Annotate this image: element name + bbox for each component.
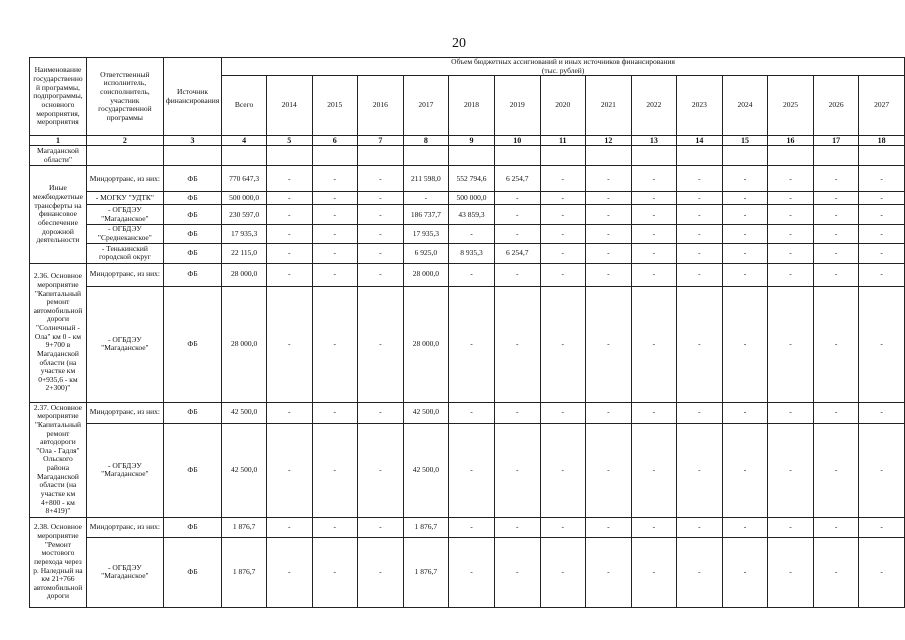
year-value-2014: - bbox=[266, 225, 312, 243]
year-value-2017: 28 000,0 bbox=[403, 263, 449, 286]
year-value-2022: - bbox=[631, 402, 677, 423]
year-value-2021: - bbox=[586, 423, 632, 517]
total-value: 42 500,0 bbox=[222, 423, 267, 517]
year-value-2022: - bbox=[631, 286, 677, 402]
year-value-2025: - bbox=[768, 243, 814, 263]
header-year-2025: 2025 bbox=[768, 76, 814, 136]
year-value-2022: - bbox=[631, 537, 677, 607]
year-value-2022: - bbox=[631, 243, 677, 263]
year-value-2022: - bbox=[631, 225, 677, 243]
year-value-2021: - bbox=[586, 286, 632, 402]
column-number: 17 bbox=[813, 136, 859, 146]
year-value-2017: 42 500,0 bbox=[403, 402, 449, 423]
table-row bbox=[30, 146, 905, 166]
year-value-2027: - bbox=[859, 166, 905, 192]
year-value-2027: - bbox=[859, 423, 905, 517]
year-value-2017: 6 925,0 bbox=[403, 243, 449, 263]
year-value-2017: 42 500,0 bbox=[403, 423, 449, 517]
funding-source: ФБ bbox=[163, 205, 221, 225]
year-value-2019: - bbox=[494, 517, 540, 537]
column-number: 1 bbox=[30, 136, 87, 146]
header-year-2019: 2019 bbox=[494, 76, 540, 136]
year-value-2025: - bbox=[768, 402, 814, 423]
year-value-2016: - bbox=[358, 225, 404, 243]
column-numbers-row bbox=[30, 136, 905, 146]
year-value-2025: - bbox=[768, 537, 814, 607]
column-number: 7 bbox=[358, 136, 404, 146]
responsible-executor: - МОГКУ "УДТК" bbox=[86, 192, 163, 205]
year-value-2015: - bbox=[312, 225, 358, 243]
table-row bbox=[30, 517, 905, 537]
funding-source: ФБ bbox=[163, 517, 221, 537]
year-value-2025: - bbox=[768, 286, 814, 402]
responsible-executor: - ОГБДЭУ "Среднеканское" bbox=[86, 225, 163, 243]
empty-cell bbox=[768, 146, 814, 166]
year-value-2016: - bbox=[358, 286, 404, 402]
year-value-2014: - bbox=[266, 263, 312, 286]
year-value-2023: - bbox=[677, 192, 723, 205]
header-year-2017: 2017 bbox=[403, 76, 449, 136]
year-value-2027: - bbox=[859, 205, 905, 225]
budget-table bbox=[29, 57, 905, 608]
year-value-2018: - bbox=[449, 537, 495, 607]
year-value-2025: - bbox=[768, 205, 814, 225]
empty-cell bbox=[222, 146, 267, 166]
column-number: 14 bbox=[677, 136, 723, 146]
year-value-2018: 8 935,3 bbox=[449, 243, 495, 263]
empty-cell bbox=[494, 146, 540, 166]
year-value-2024: - bbox=[722, 423, 768, 517]
year-value-2020: - bbox=[540, 537, 586, 607]
column-number: 6 bbox=[312, 136, 358, 146]
year-value-2027: - bbox=[859, 537, 905, 607]
year-value-2016: - bbox=[358, 517, 404, 537]
year-value-2014: - bbox=[266, 423, 312, 517]
year-value-2014: - bbox=[266, 192, 312, 205]
empty-cell bbox=[813, 146, 859, 166]
year-value-2021: - bbox=[586, 192, 632, 205]
funding-source: ФБ bbox=[163, 423, 221, 517]
year-value-2024: - bbox=[722, 286, 768, 402]
year-value-2019: - bbox=[494, 286, 540, 402]
year-value-2026: - bbox=[813, 423, 859, 517]
year-value-2017: - bbox=[403, 192, 449, 205]
year-value-2016: - bbox=[358, 263, 404, 286]
column-number: 9 bbox=[449, 136, 495, 146]
responsible-executor: - ОГБДЭУ "Магаданское" bbox=[86, 537, 163, 607]
empty-cell bbox=[722, 146, 768, 166]
activity-name: 2.38. Основное мероприятие "Ремонт мостового перехода через р. Наледный на км 21+766 автомобильной дороги bbox=[30, 517, 87, 607]
year-value-2024: - bbox=[722, 243, 768, 263]
year-value-2019: - bbox=[494, 402, 540, 423]
year-value-2027: - bbox=[859, 263, 905, 286]
year-value-2023: - bbox=[677, 205, 723, 225]
column-number: 13 bbox=[631, 136, 677, 146]
activity-name: 2.36. Основное мероприятие "Капитальный ремонт автомобильной дороги "Солнечный - Ола" км 0 - км 9+700 в Магаданской области (на участке км 0+935,6 - км 2+300)" bbox=[30, 263, 87, 402]
total-value: 500 000,0 bbox=[222, 192, 267, 205]
year-value-2016: - bbox=[358, 166, 404, 192]
year-value-2021: - bbox=[586, 537, 632, 607]
year-value-2020: - bbox=[540, 243, 586, 263]
year-value-2023: - bbox=[677, 243, 723, 263]
year-value-2025: - bbox=[768, 423, 814, 517]
total-value: 770 647,3 bbox=[222, 166, 267, 192]
year-value-2018: 552 794,6 bbox=[449, 166, 495, 192]
year-value-2022: - bbox=[631, 192, 677, 205]
total-value: 28 000,0 bbox=[222, 286, 267, 402]
year-value-2019: - bbox=[494, 423, 540, 517]
header-year-2015: 2015 bbox=[312, 76, 358, 136]
year-value-2020: - bbox=[540, 205, 586, 225]
year-value-2025: - bbox=[768, 517, 814, 537]
year-value-2017: 186 737,7 bbox=[403, 205, 449, 225]
funding-source: ФБ bbox=[163, 286, 221, 402]
empty-cell bbox=[586, 146, 632, 166]
year-value-2019: 6 254,7 bbox=[494, 243, 540, 263]
year-value-2023: - bbox=[677, 286, 723, 402]
year-value-2025: - bbox=[768, 166, 814, 192]
year-value-2018: 43 859,3 bbox=[449, 205, 495, 225]
year-value-2020: - bbox=[540, 286, 586, 402]
header-year-2016: 2016 bbox=[358, 76, 404, 136]
activity-name: Магаданской области" bbox=[30, 146, 87, 166]
year-value-2016: - bbox=[358, 423, 404, 517]
year-value-2021: - bbox=[586, 205, 632, 225]
year-value-2016: - bbox=[358, 205, 404, 225]
funding-source: ФБ bbox=[163, 402, 221, 423]
header-year-2026: 2026 bbox=[813, 76, 859, 136]
header-responsible: Ответственный исполнитель, соисполнитель, участник государственной программы bbox=[86, 58, 163, 136]
year-value-2022: - bbox=[631, 517, 677, 537]
year-value-2014: - bbox=[266, 243, 312, 263]
year-value-2027: - bbox=[859, 402, 905, 423]
responsible-executor: Миндортранс, из них: bbox=[86, 263, 163, 286]
funding-source: ФБ bbox=[163, 166, 221, 192]
table-row bbox=[30, 166, 905, 192]
year-value-2015: - bbox=[312, 263, 358, 286]
year-value-2021: - bbox=[586, 166, 632, 192]
total-value: 1 876,7 bbox=[222, 537, 267, 607]
year-value-2022: - bbox=[631, 423, 677, 517]
table-row bbox=[30, 243, 905, 263]
year-value-2014: - bbox=[266, 537, 312, 607]
total-value: 17 935,3 bbox=[222, 225, 267, 243]
total-value: 28 000,0 bbox=[222, 263, 267, 286]
table-row bbox=[30, 205, 905, 225]
header-year-2022: 2022 bbox=[631, 76, 677, 136]
column-number: 12 bbox=[586, 136, 632, 146]
column-number: 16 bbox=[768, 136, 814, 146]
year-value-2025: - bbox=[768, 225, 814, 243]
year-value-2023: - bbox=[677, 517, 723, 537]
empty-cell bbox=[163, 146, 221, 166]
year-value-2019: - bbox=[494, 225, 540, 243]
year-value-2014: - bbox=[266, 286, 312, 402]
table-row bbox=[30, 263, 905, 286]
year-value-2015: - bbox=[312, 243, 358, 263]
year-value-2019: - bbox=[494, 263, 540, 286]
table-row bbox=[30, 402, 905, 423]
year-value-2026: - bbox=[813, 402, 859, 423]
year-value-2015: - bbox=[312, 517, 358, 537]
funding-source: ФБ bbox=[163, 225, 221, 243]
year-value-2026: - bbox=[813, 225, 859, 243]
year-value-2019: 6 254,7 bbox=[494, 166, 540, 192]
year-value-2020: - bbox=[540, 166, 586, 192]
year-value-2016: - bbox=[358, 243, 404, 263]
year-value-2027: - bbox=[859, 243, 905, 263]
table-row bbox=[30, 286, 905, 402]
column-number: 5 bbox=[266, 136, 312, 146]
responsible-executor: Миндортранс, из них: bbox=[86, 166, 163, 192]
year-value-2020: - bbox=[540, 517, 586, 537]
year-value-2019: - bbox=[494, 192, 540, 205]
total-value: 42 500,0 bbox=[222, 402, 267, 423]
year-value-2021: - bbox=[586, 517, 632, 537]
funding-source: ФБ bbox=[163, 537, 221, 607]
year-value-2014: - bbox=[266, 205, 312, 225]
year-value-2022: - bbox=[631, 263, 677, 286]
year-value-2024: - bbox=[722, 192, 768, 205]
responsible-executor: - ОГБДЭУ "Магаданское" bbox=[86, 205, 163, 225]
year-value-2018: - bbox=[449, 286, 495, 402]
year-value-2026: - bbox=[813, 205, 859, 225]
empty-cell bbox=[312, 146, 358, 166]
column-number: 15 bbox=[722, 136, 768, 146]
year-value-2024: - bbox=[722, 537, 768, 607]
year-value-2019: - bbox=[494, 537, 540, 607]
empty-cell bbox=[358, 146, 404, 166]
year-value-2018: - bbox=[449, 517, 495, 537]
year-value-2022: - bbox=[631, 205, 677, 225]
year-value-2027: - bbox=[859, 192, 905, 205]
year-value-2015: - bbox=[312, 205, 358, 225]
year-value-2017: 17 935,3 bbox=[403, 225, 449, 243]
year-value-2016: - bbox=[358, 402, 404, 423]
year-value-2018: - bbox=[449, 423, 495, 517]
year-value-2025: - bbox=[768, 263, 814, 286]
year-value-2015: - bbox=[312, 537, 358, 607]
responsible-executor: Миндортранс, из них: bbox=[86, 517, 163, 537]
year-value-2021: - bbox=[586, 263, 632, 286]
year-value-2015: - bbox=[312, 166, 358, 192]
year-value-2026: - bbox=[813, 243, 859, 263]
activity-name: 2.37. Основное мероприятие "Капитальный ремонт автодороги "Ола - Гадля" Ольского района Магаданской области (на участке км 4+800 - км 8+419)" bbox=[30, 402, 87, 517]
year-value-2020: - bbox=[540, 192, 586, 205]
year-value-2015: - bbox=[312, 402, 358, 423]
year-value-2014: - bbox=[266, 166, 312, 192]
header-budget-group: Объем бюджетных ассигнований и иных источников финансирования (тыс. рублей) bbox=[222, 58, 905, 76]
year-value-2021: - bbox=[586, 243, 632, 263]
header-year-2014: 2014 bbox=[266, 76, 312, 136]
year-value-2017: 1 876,7 bbox=[403, 517, 449, 537]
header-total: Всего bbox=[222, 76, 267, 136]
year-value-2026: - bbox=[813, 192, 859, 205]
column-number: 10 bbox=[494, 136, 540, 146]
year-value-2027: - bbox=[859, 225, 905, 243]
year-value-2015: - bbox=[312, 192, 358, 205]
year-value-2020: - bbox=[540, 263, 586, 286]
total-value: 22 115,0 bbox=[222, 243, 267, 263]
year-value-2021: - bbox=[586, 225, 632, 243]
year-value-2016: - bbox=[358, 192, 404, 205]
responsible-executor: - Тенькинский городской округ bbox=[86, 243, 163, 263]
empty-cell bbox=[86, 146, 163, 166]
year-value-2015: - bbox=[312, 286, 358, 402]
empty-cell bbox=[266, 146, 312, 166]
year-value-2023: - bbox=[677, 263, 723, 286]
year-value-2024: - bbox=[722, 225, 768, 243]
year-value-2027: - bbox=[859, 517, 905, 537]
header-year-2023: 2023 bbox=[677, 76, 723, 136]
table-row bbox=[30, 225, 905, 243]
year-value-2026: - bbox=[813, 537, 859, 607]
empty-cell bbox=[540, 146, 586, 166]
table-row bbox=[30, 192, 905, 205]
column-number: 18 bbox=[859, 136, 905, 146]
header-year-2024: 2024 bbox=[722, 76, 768, 136]
empty-cell bbox=[631, 146, 677, 166]
year-value-2017: 1 876,7 bbox=[403, 537, 449, 607]
header-year-2021: 2021 bbox=[586, 76, 632, 136]
year-value-2024: - bbox=[722, 517, 768, 537]
year-value-2024: - bbox=[722, 263, 768, 286]
year-value-2018: - bbox=[449, 225, 495, 243]
table-row bbox=[30, 537, 905, 607]
page-number: 20 bbox=[452, 36, 466, 51]
year-value-2015: - bbox=[312, 423, 358, 517]
responsible-executor: Миндортранс, из них: bbox=[86, 402, 163, 423]
activity-name: Иные межбюджетные трансферты на финансовое обеспечение дорожной деятельности bbox=[30, 166, 87, 263]
header-name: Наименование государственно й программы, подпрограммы, основного мероприятия, мероприятия bbox=[30, 58, 87, 136]
empty-cell bbox=[859, 146, 905, 166]
year-value-2014: - bbox=[266, 402, 312, 423]
year-value-2023: - bbox=[677, 423, 723, 517]
year-value-2014: - bbox=[266, 517, 312, 537]
year-value-2020: - bbox=[540, 225, 586, 243]
year-value-2021: - bbox=[586, 402, 632, 423]
year-value-2018: - bbox=[449, 402, 495, 423]
year-value-2026: - bbox=[813, 517, 859, 537]
year-value-2023: - bbox=[677, 166, 723, 192]
year-value-2020: - bbox=[540, 423, 586, 517]
empty-cell bbox=[403, 146, 449, 166]
year-value-2023: - bbox=[677, 225, 723, 243]
year-value-2026: - bbox=[813, 166, 859, 192]
funding-source: ФБ bbox=[163, 263, 221, 286]
total-value: 1 876,7 bbox=[222, 517, 267, 537]
year-value-2022: - bbox=[631, 166, 677, 192]
year-value-2023: - bbox=[677, 537, 723, 607]
year-value-2020: - bbox=[540, 402, 586, 423]
header-year-2018: 2018 bbox=[449, 76, 495, 136]
year-value-2023: - bbox=[677, 402, 723, 423]
year-value-2016: - bbox=[358, 537, 404, 607]
funding-source: ФБ bbox=[163, 243, 221, 263]
total-value: 230 597,0 bbox=[222, 205, 267, 225]
column-number: 2 bbox=[86, 136, 163, 146]
year-value-2026: - bbox=[813, 286, 859, 402]
year-value-2018: 500 000,0 bbox=[449, 192, 495, 205]
table-row bbox=[30, 423, 905, 517]
header-source: Источник финансирования bbox=[163, 58, 221, 136]
funding-source: ФБ bbox=[163, 192, 221, 205]
year-value-2025: - bbox=[768, 192, 814, 205]
column-number: 3 bbox=[163, 136, 221, 146]
header-year-2027: 2027 bbox=[859, 76, 905, 136]
empty-cell bbox=[449, 146, 495, 166]
column-number: 11 bbox=[540, 136, 586, 146]
column-number: 4 bbox=[222, 136, 267, 146]
responsible-executor: - ОГБДЭУ "Магаданское" bbox=[86, 286, 163, 402]
header-year-2020: 2020 bbox=[540, 76, 586, 136]
year-value-2026: - bbox=[813, 263, 859, 286]
year-value-2017: 28 000,0 bbox=[403, 286, 449, 402]
year-value-2024: - bbox=[722, 166, 768, 192]
year-value-2024: - bbox=[722, 205, 768, 225]
responsible-executor: - ОГБДЭУ "Магаданское" bbox=[86, 423, 163, 517]
column-number: 8 bbox=[403, 136, 449, 146]
empty-cell bbox=[677, 146, 723, 166]
year-value-2019: - bbox=[494, 205, 540, 225]
year-value-2018: - bbox=[449, 263, 495, 286]
year-value-2027: - bbox=[859, 286, 905, 402]
year-value-2017: 211 598,0 bbox=[403, 166, 449, 192]
year-value-2024: - bbox=[722, 402, 768, 423]
table-header bbox=[30, 58, 905, 146]
